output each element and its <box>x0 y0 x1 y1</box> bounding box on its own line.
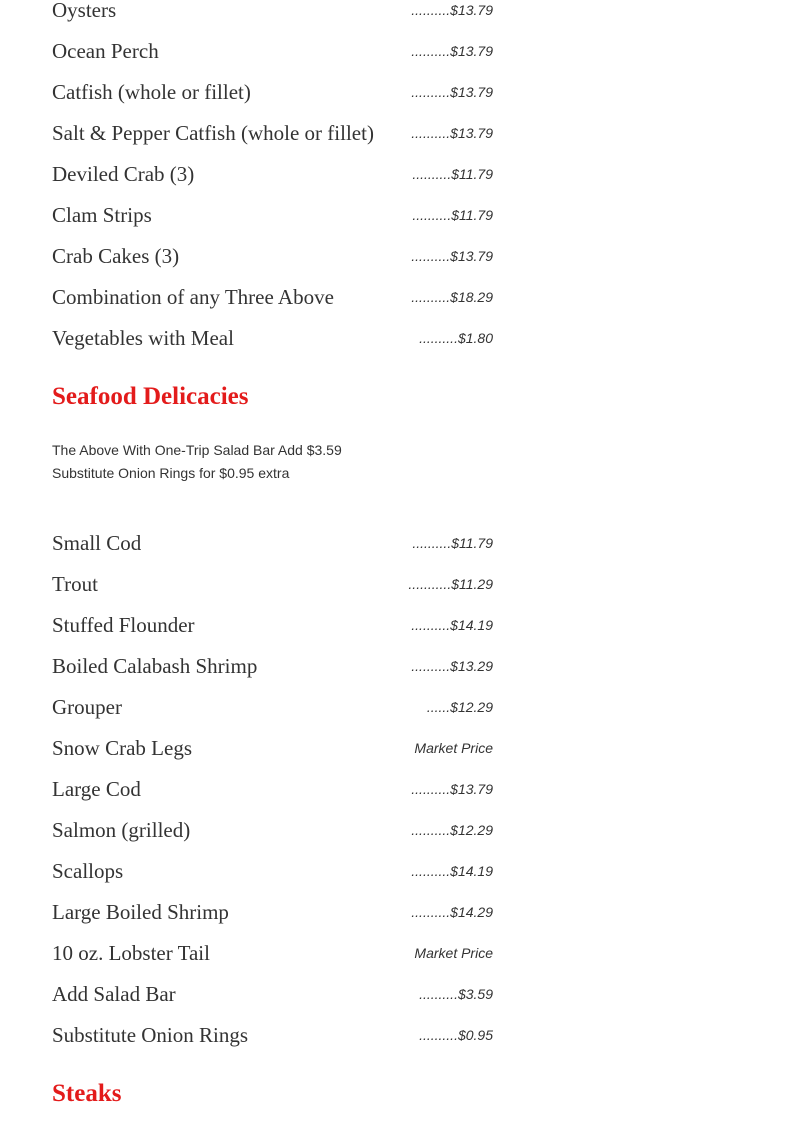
menu-item <box>52 326 493 379</box>
item-price: ..........$14.19 <box>411 863 493 879</box>
item-price: ..........$14.29 <box>411 904 493 920</box>
item-price: ......$12.29 <box>426 699 493 715</box>
item-price: ..........$11.79 <box>412 166 493 182</box>
item-price: Market Price <box>414 740 493 756</box>
section-note: The Above With One-Trip Salad Bar Add $3.59 <box>52 442 342 458</box>
item-name: Salt & Pepper Catfish (whole or fillet) <box>52 121 374 145</box>
item-name: Add Salad Bar <box>52 982 176 1006</box>
item-name: Crab Cakes (3) <box>52 244 180 268</box>
item-price: ..........$13.79 <box>411 125 493 141</box>
item-name: Ocean Perch <box>52 39 159 63</box>
item-price: ..........$12.29 <box>411 822 493 838</box>
section-heading: Steaks <box>52 1080 122 1107</box>
item-name: Catfish (whole or fillet) <box>52 80 251 104</box>
item-name: Snow Crab Legs <box>52 736 192 760</box>
section-heading: Seafood Delicacies <box>52 383 249 410</box>
item-price: ..........$13.79 <box>411 84 493 100</box>
item-name: Deviled Crab (3) <box>52 162 195 186</box>
item-name: Salmon (grilled) <box>52 818 191 842</box>
item-name: Clam Strips <box>52 203 152 227</box>
item-price: ..........$3.59 <box>419 986 493 1002</box>
item-price: ..........$14.19 <box>411 617 493 633</box>
item-price: ..........$0.95 <box>419 1027 493 1043</box>
item-name: Grouper <box>52 695 122 719</box>
item-price: ..........$1.80 <box>419 330 493 346</box>
item-name: Substitute Onion Rings <box>52 1023 249 1047</box>
item-price: ..........$13.79 <box>411 248 493 264</box>
item-price: ..........$13.29 <box>411 658 493 674</box>
item-name: Combination of any Three Above <box>52 285 334 309</box>
item-price: ..........$13.79 <box>411 2 493 18</box>
item-name: Stuffed Flounder <box>52 613 195 637</box>
item-name: Large Cod <box>52 777 141 801</box>
item-name: Scallops <box>52 859 124 883</box>
item-price: ..........$18.29 <box>411 289 493 305</box>
item-price: Market Price <box>414 945 493 961</box>
item-name: Trout <box>52 572 98 596</box>
menu-item <box>52 1023 493 1076</box>
item-price: ..........$11.79 <box>412 207 493 223</box>
item-price: ..........$11.79 <box>412 535 493 551</box>
item-price: ..........$13.79 <box>411 781 493 797</box>
item-name: 10 oz. Lobster Tail <box>52 941 210 965</box>
item-name: Boiled Calabash Shrimp <box>52 654 258 678</box>
item-price: ..........$13.79 <box>411 43 493 59</box>
item-name: Vegetables with Meal <box>52 326 234 350</box>
item-name: Small Cod <box>52 531 142 555</box>
section-note: Substitute Onion Rings for $0.95 extra <box>52 465 290 481</box>
item-name: Oysters <box>52 0 117 22</box>
item-price: ...........$11.29 <box>408 576 493 592</box>
item-name: Large Boiled Shrimp <box>52 900 229 924</box>
